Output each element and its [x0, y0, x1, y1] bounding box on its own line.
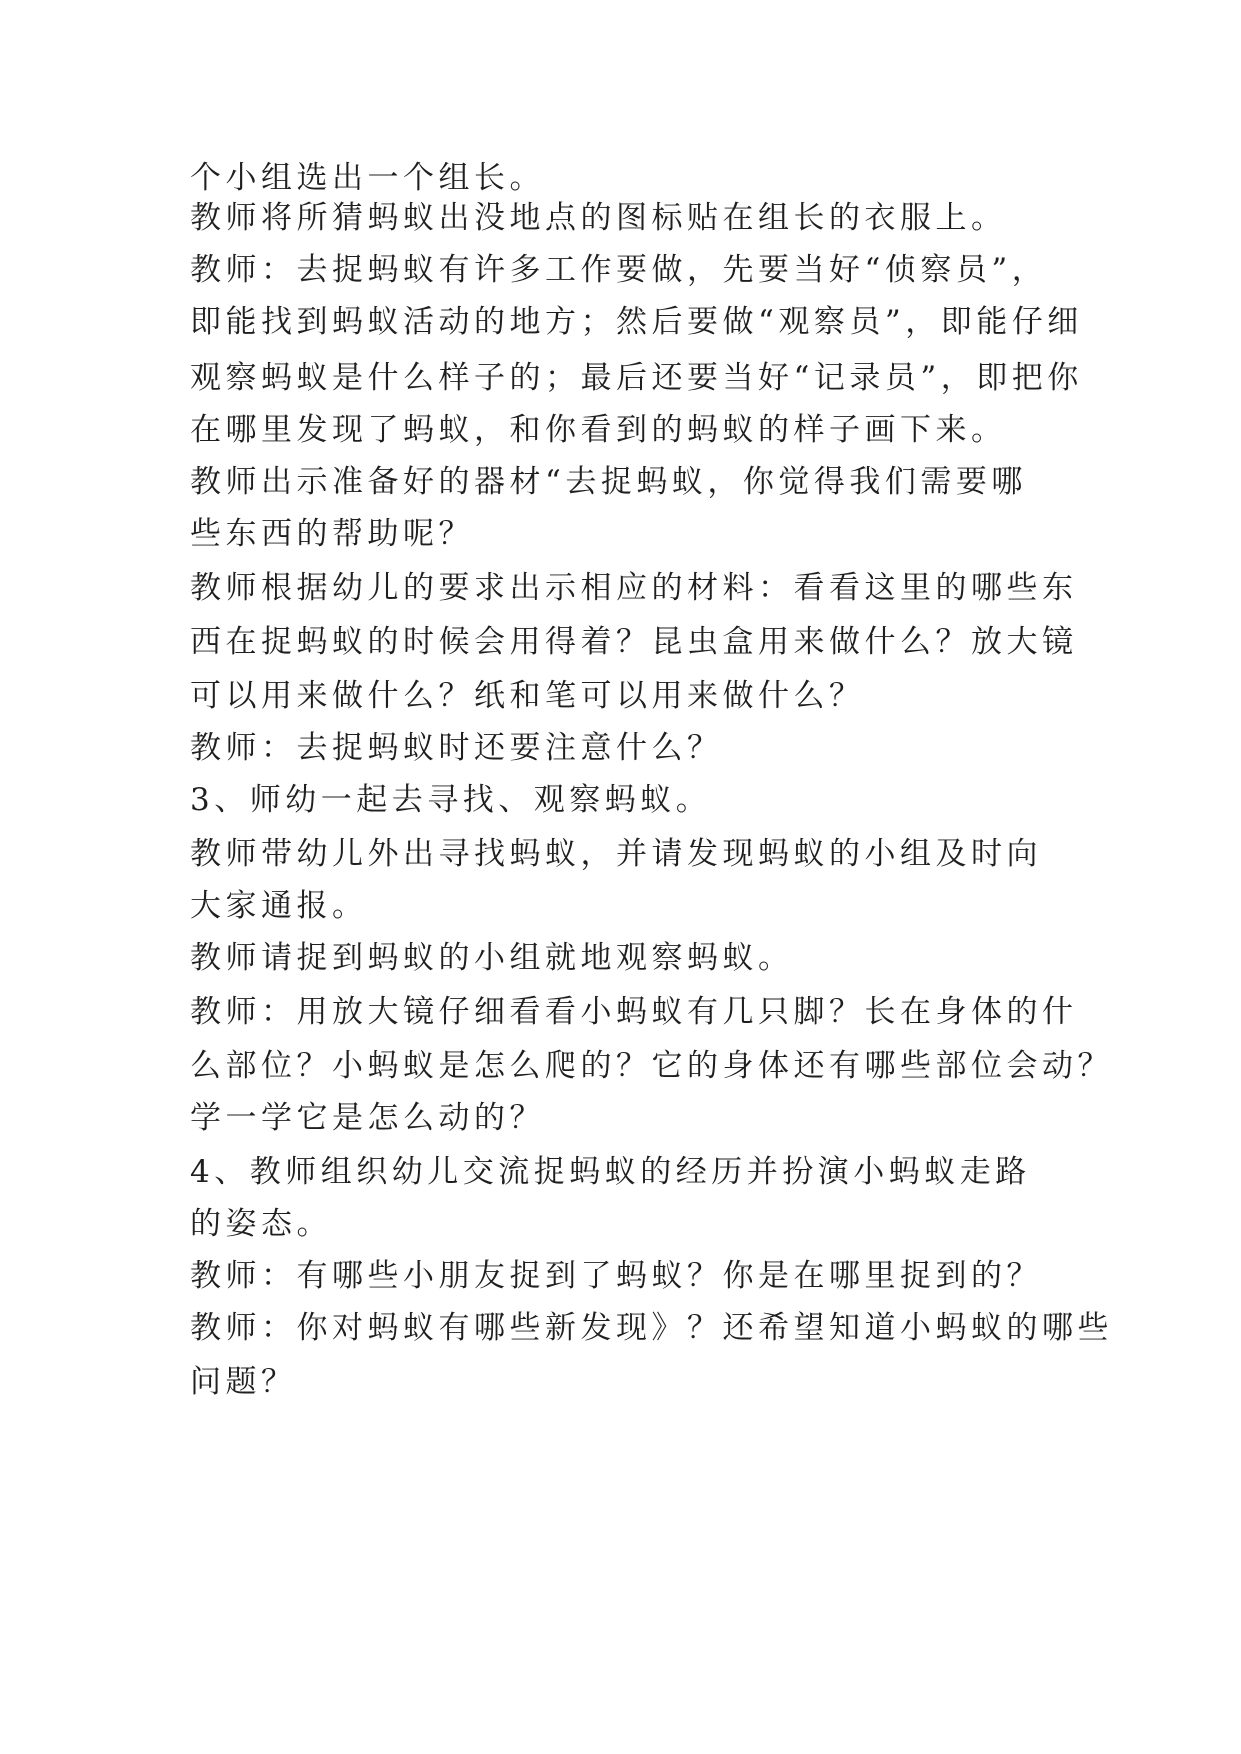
- text-line: 教师带幼儿外出寻找蚂蚁，并请发现蚂蚁的小组及时向: [190, 836, 1042, 872]
- text-line: 些东西的帮助呢？: [190, 516, 474, 552]
- text-line: 大家通报。: [190, 888, 368, 924]
- text-line: 的姿态。: [190, 1206, 332, 1242]
- text-line: 个小组选出一个组长。: [190, 160, 545, 196]
- text-line: 么部位？小蚂蚁是怎么爬的？它的身体还有哪些部位会动？: [190, 1048, 1113, 1084]
- text-line: 教师出示准备好的器材“去捉蚂蚁，你觉得我们需要哪: [190, 464, 1027, 500]
- text-line: 4、教师组织幼儿交流捉蚂蚁的经历并扮演小蚂蚁走路: [190, 1154, 1031, 1190]
- text-line: 教师：去捉蚂蚁时还要注意什么？: [190, 730, 723, 766]
- text-line: 教师根据幼儿的要求出示相应的材料：看看这里的哪些东: [190, 570, 1078, 606]
- text-line: 教师请捉到蚂蚁的小组就地观察蚂蚁。: [190, 940, 794, 976]
- text-line: 教师：去捉蚂蚁有许多工作要做，先要当好“侦察员”，: [190, 252, 1048, 288]
- text-line: 即能找到蚂蚁活动的地方；然后要做“观察员”，即能仔细: [190, 304, 1083, 340]
- text-line: 3、师幼一起去寻找、观察蚂蚁。: [190, 782, 712, 818]
- text-line: 观察蚂蚁是什么样子的；最后还要当好“记录员”，即把你: [190, 360, 1083, 396]
- text-line: 问题？: [190, 1364, 297, 1400]
- text-line: 西在捉蚂蚁的时候会用得着？昆虫盒用来做什么？放大镜: [190, 624, 1078, 660]
- text-line: 学一学它是怎么动的？: [190, 1100, 545, 1136]
- text-line: 教师：你对蚂蚁有哪些新发现》？还希望知道小蚂蚁的哪些: [190, 1310, 1113, 1346]
- text-line: 教师将所猜蚂蚁出没地点的图标贴在组长的衣服上。: [190, 200, 1007, 236]
- text-line: 在哪里发现了蚂蚁，和你看到的蚂蚁的样子画下来。: [190, 412, 1007, 448]
- text-line: 可以用来做什么？纸和笔可以用来做什么？: [190, 678, 865, 714]
- text-line: 教师：有哪些小朋友捉到了蚂蚁？你是在哪里捉到的？: [190, 1258, 1042, 1294]
- text-line: 教师：用放大镜仔细看看小蚂蚁有几只脚？长在身体的什: [190, 994, 1078, 1030]
